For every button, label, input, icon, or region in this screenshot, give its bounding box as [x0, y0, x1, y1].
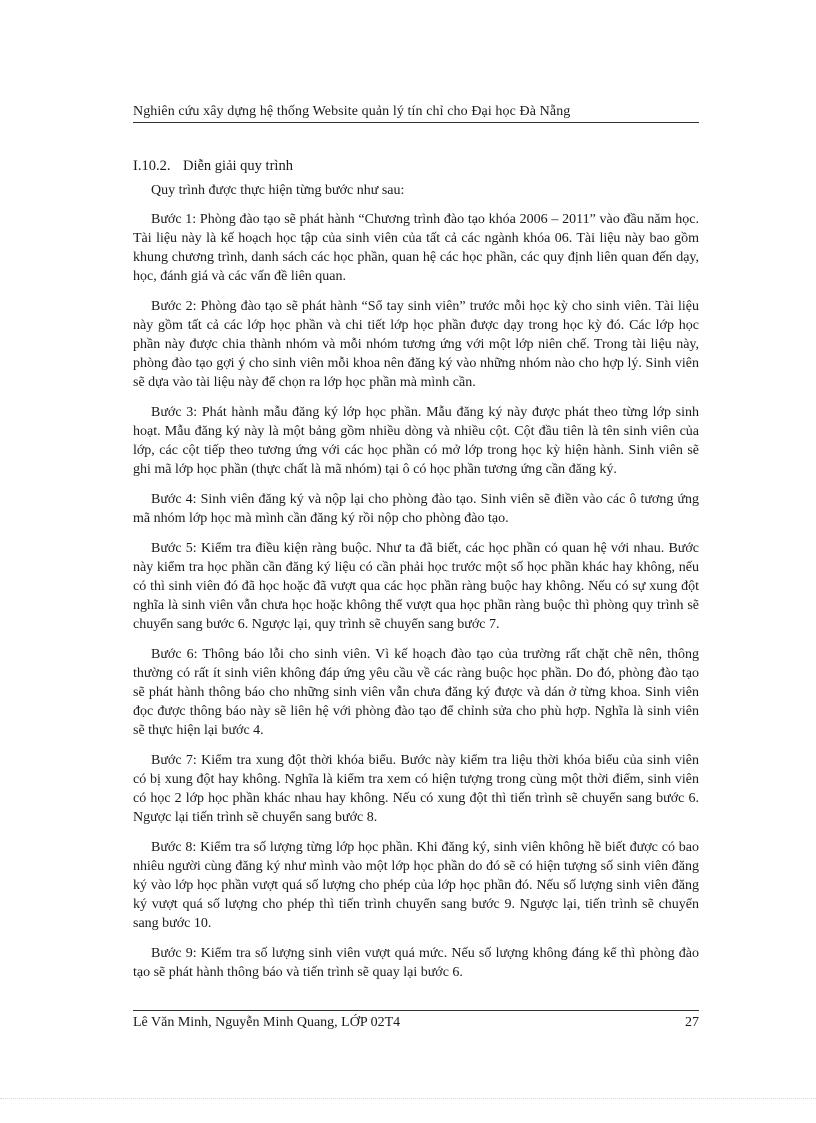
body-text	[133, 181, 699, 993]
footer-divider	[133, 1010, 699, 1011]
section-title: Diễn giải quy trình	[183, 158, 293, 174]
paragraph-step-8: Bước 8: Kiểm tra số lượng từng lớp học phần. Khi đăng ký, sinh viên không hề biết được có bao nhiêu người cùng đăng ký như mình vào một lớp học phần do đó sẽ có hiện tượng số sinh viên đăng ký vào lớp học phần vượt quá số lượng cho phép của lớp học phần đó. Nếu số lượng sinh viên đăng ký vượt quá số lượng cho phép thì tiến trình chuyển sang bước 9. Ngược lại, tiến trình sẽ chuyển sang bước 10.	[133, 840, 699, 931]
page-boundary	[0, 1098, 816, 1099]
paragraph-step-3: Bước 3: Phát hành mẫu đăng ký lớp học phần. Mẫu đăng ký này được phát theo từng lớp sinh hoạt. Mẫu đăng ký này là một bảng gồm nhiều dòng và nhiều cột. Cột đầu tiên là tên sinh viên của lớp, các cột tiếp theo tương ứng với các học phần có mở lớp trong học kỳ hiện hành. Sinh viên sẽ ghi mã lớp học phần (thực chất là mã nhóm) tại ô có học phần tương ứng cần đăng ký.	[133, 405, 699, 477]
running-header: Nghiên cứu xây dựng hệ thống Website quản lý tín chỉ cho Đại học Đà Nẵng	[133, 104, 571, 119]
paragraph-step-1: Bước 1: Phòng đào tạo sẽ phát hành “Chương trình đào tạo khóa 2006 – 2011” vào đầu năm học. Tài liệu này là kế hoạch học tập của sinh viên của tất cả các ngành khóa 06. Tài liệu này bao gồm khung chương trình, danh sách các học phần, quan hệ các học phần, các quy định liên quan đến dạy, học, đánh giá và các vấn đề liên quan.	[133, 212, 699, 284]
section-number: I.10.2.	[133, 158, 171, 174]
paragraph-step-7: Bước 7: Kiểm tra xung đột thời khóa biểu. Bước này kiểm tra liệu thời khóa biểu của sinh viên có bị xung đột hay không. Nghĩa là kiểm tra xem có hiện tượng trong cùng một thời điểm, sinh viên có học 2 lớp học phần khác nhau hay không. Nếu có xung đột thì tiến trình sẽ chuyển sang bước 6. Ngược lại tiến trình sẽ chuyển sang bước 8.	[133, 753, 699, 825]
footer-authors: Lê Văn Minh, Nguyễn Minh Quang, LỚP 02T4	[133, 1015, 401, 1030]
section-heading	[133, 158, 293, 175]
page-number: 27	[685, 1015, 699, 1030]
paragraph-intro: Quy trình được thực hiện từng bước như sau:	[151, 183, 405, 198]
header-divider	[133, 122, 699, 123]
paragraph-step-4: Bước 4: Sinh viên đăng ký và nộp lại cho phòng đào tạo. Sinh viên sẽ điền vào các ô tương ứng mã nhóm lớp học mà mình cần đăng ký rồi nộp cho phòng đào tạo.	[133, 492, 699, 526]
paragraph-step-6: Bước 6: Thông báo lỗi cho sinh viên. Vì kế hoạch đào tạo của trường rất chặt chẽ nên, thông thường có rất ít sinh viên không đáp ứng yêu cầu về các ràng buộc học phần. Do đó, phòng đào tạo sẽ phát hành thông báo cho những sinh viên vẫn chưa đăng ký được và dán ở từng khoa. Sinh viên đọc được thông báo này sẽ liên hệ với phòng đào tạo để chỉnh sửa cho phù hợp. Nghĩa là sinh viên sẽ thực hiện lại bước 4.	[133, 647, 699, 738]
paragraph-step-5: Bước 5: Kiểm tra điều kiện ràng buộc. Như ta đã biết, các học phần có quan hệ với nhau. Bước này kiểm tra học phần cần đăng ký liệu có cần phải học trước một số học phần khác hay không, nếu có thì sinh viên đó đã học hoặc đã vượt qua các học phần ràng buộc hay không. Nếu có sự xung đột nghĩa là sinh viên vẫn chưa học hoặc không thể vượt qua học phần ràng buộc thì phòng quy trình sẽ chuyển sang bước 6. Ngược lại, quy trình sẽ chuyển sang bước 7.	[133, 541, 699, 632]
paragraph-step-9: Bước 9: Kiểm tra số lượng sinh viên vượt quá mức. Nếu số lượng không đáng kể thì phòng đào tạo sẽ phát hành thông báo và tiến trình sẽ quay lại bước 6.	[133, 946, 699, 980]
paragraph-step-2: Bước 2: Phòng đào tạo sẽ phát hành “Sổ tay sinh viên” trước mỗi học kỳ cho sinh viên. Tài liệu này gồm tất cả các lớp học phần và chi tiết lớp học phần được dạy trong học kỳ đó. Các lớp học phần này được chia thành nhóm và mỗi nhóm tương ứng với một lớp niên chế. Trong tài liệu này, phòng đào tạo gợi ý cho sinh viên mỗi khoa nên đăng ký vào những nhóm nào cho hợp lý. Sinh viên sẽ dựa vào tài liệu này để chọn ra lớp học phần mà mình cần.	[133, 299, 699, 390]
